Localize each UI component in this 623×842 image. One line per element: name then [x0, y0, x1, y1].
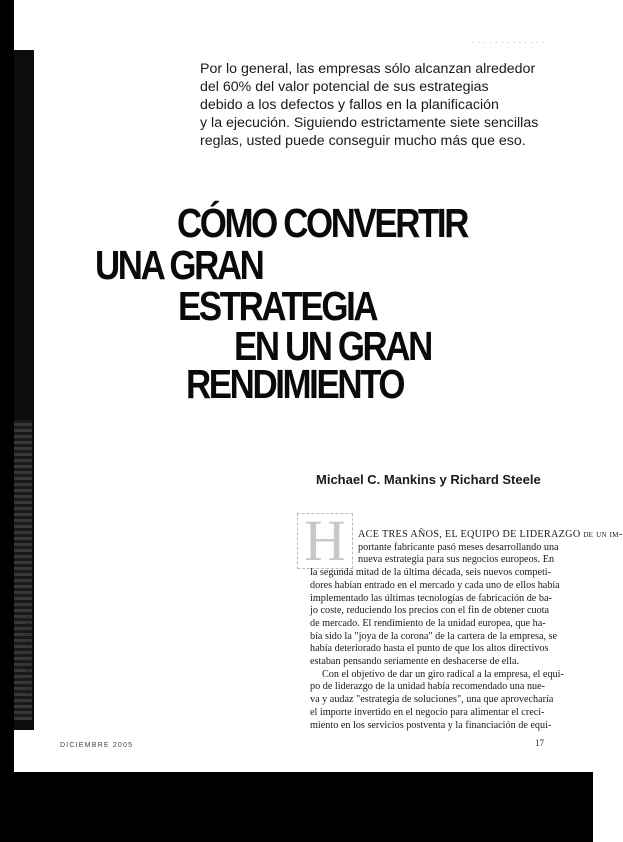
title-line-2: UNA GRAN	[95, 242, 263, 288]
lead-paragraph	[200, 60, 550, 150]
lead-line: reglas, usted puede conseguir mucho más que eso.	[200, 133, 526, 149]
lead-line: debido a los defectos y fallos en la planificación	[200, 97, 499, 113]
lead-line: Por lo general, las empresas sólo alcanzan alrededor	[200, 61, 536, 77]
body-line: miento en los servicios postventa y la financiación de equi-	[310, 719, 552, 731]
body-line: bía sido la "joya de la corona" de la cartera de la empresa, se	[310, 630, 558, 642]
body-line: po de liderazgo de la unidad había recomendado una nue-	[310, 681, 546, 693]
article-body	[310, 529, 623, 732]
illustration-credit: GUIDO SCARABOTTOLO	[26, 611, 32, 700]
body-line: va y audaz "estrategia de soluciones", una que aprovecharía	[310, 694, 554, 706]
body-line: portante fabricante pasó meses desarrollando una	[358, 541, 559, 553]
body-line: jo coste, reduciendo los precios con el fin de obtener cuota	[310, 605, 550, 617]
body-line: el importe invertido en el negocio para alimentar el creci-	[310, 706, 545, 718]
title-line-4: EN UN GRAN	[234, 323, 431, 369]
body-line: nueva estrategia para sus negocios europeos. En	[358, 554, 555, 566]
title-line-5: RENDIMIENTO	[186, 361, 404, 407]
lead-line: del 60% del valor potencial de sus estrategias	[200, 79, 489, 95]
page-corner	[14, 0, 36, 46]
header-tag: · · · · · · · · · · · · ·	[472, 40, 545, 47]
drop-cap: H	[297, 513, 353, 569]
title-line-1: CÓMO CONVERTIR	[177, 200, 468, 246]
body-line: la segunda mitad de la última década, seis nuevos competi-	[310, 567, 552, 579]
body-line: Con el objetivo de dar un giro radical a la empresa, el equi-	[322, 668, 564, 680]
body-line: ACE TRES AÑOS, EL EQUIPO DE LIDERAZGO de un im-	[358, 529, 623, 540]
body-line: dores habían entrado en el mercado y cada uno de ellos había	[310, 579, 560, 591]
body-line: de mercado. El rendimiento de la unidad europea, que ha-	[310, 617, 546, 629]
authors-byline: Michael C. Mankins y Richard Steele	[316, 472, 541, 487]
page-number: 17	[535, 738, 544, 748]
scan-border-bottom	[0, 772, 593, 842]
footer-date: DICIEMBRE 2005	[60, 742, 134, 749]
body-line: implementado las últimas tecnologías de fabricación de ba-	[310, 592, 552, 604]
body-line: había deteriorado hasta el punto de que los altos directivos	[310, 643, 549, 655]
lead-line: y la ejecución. Siguiendo estrictamente siete sencillas	[200, 115, 539, 131]
body-line: estaban pensando seriamente en deshacerse de ella.	[310, 656, 520, 668]
title-line-3: ESTRATEGIA	[178, 283, 377, 329]
scan-border-left	[0, 0, 14, 842]
